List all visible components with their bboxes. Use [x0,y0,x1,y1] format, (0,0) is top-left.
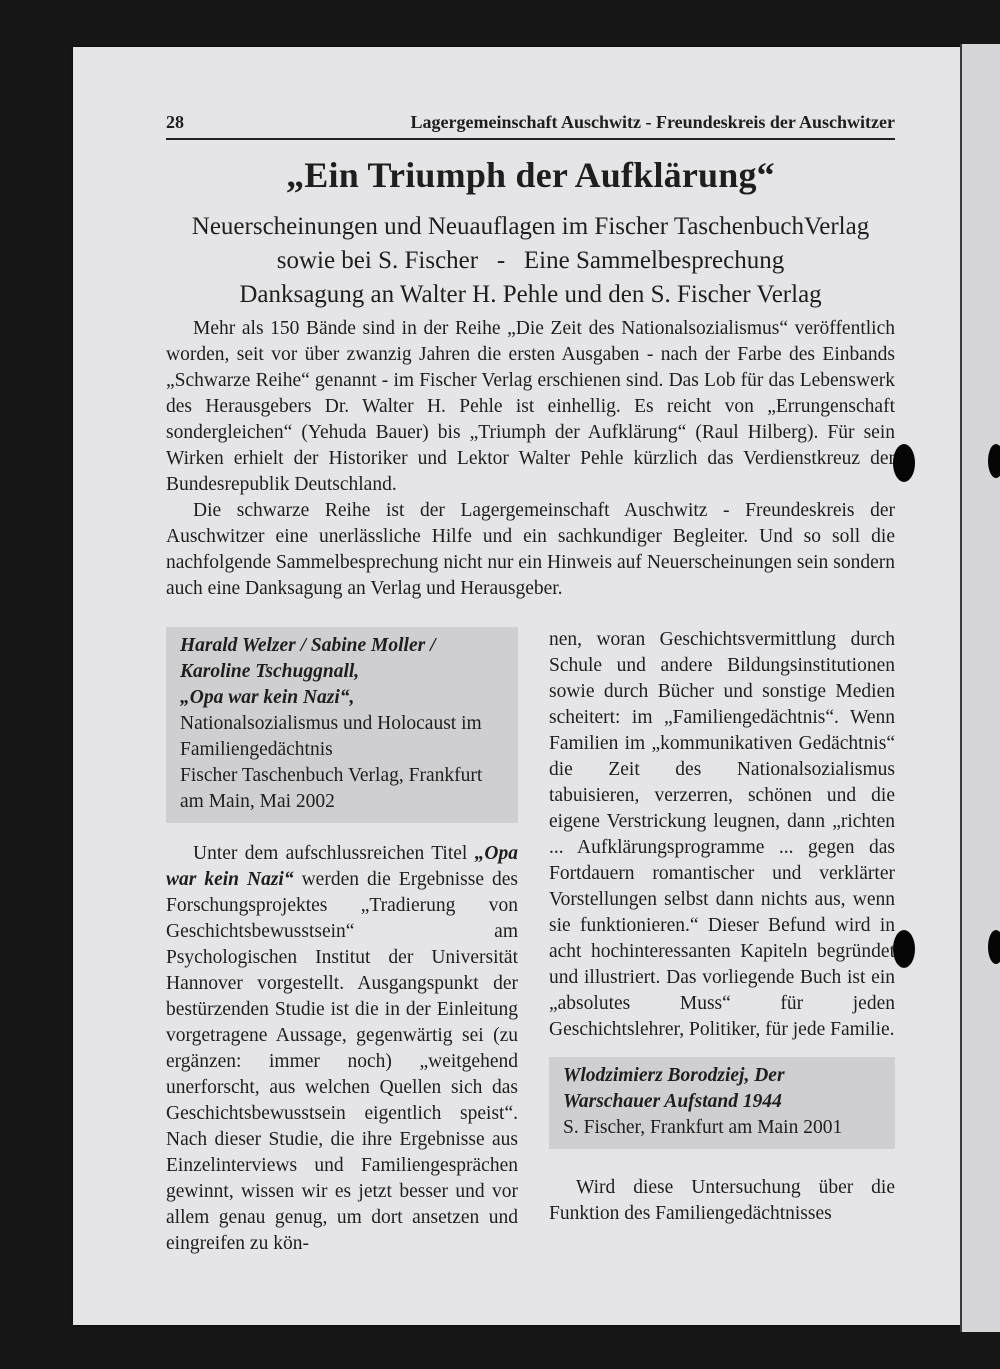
book-title: „Opa war kein Nazi“, [180,687,355,708]
left-column [166,627,518,1257]
article-subtitle [166,210,895,312]
review-continuation [549,627,895,1043]
article-title: „Ein Triumph der Aufklärung“ [286,155,775,195]
review-text [549,1175,895,1227]
right-column [549,627,895,1227]
review-title-ref: „Opa war kein Nazi“ [166,843,518,890]
review-text [166,841,518,1257]
intro-paragraph: Die schwarze Reihe ist der Lagergemeinschaft Auschwitz - Freundeskreis der Auschwitzer eine unerlässliche Hilfe und ein sachkundiger Begleiter. Und so soll die nachfolgende Sammelbesprechung nicht nur ein Hinweis auf Neuerscheinungen sein sondern auch eine Danksagung an Verlag und Herausgeber. [166,500,895,599]
book-subtitle: Nationalsozialismus und Holocaust im Familiengedächtnis [180,713,482,760]
subtitle-line: Neuerscheinungen und Neuauflagen im Fischer TaschenbuchVerlag [191,213,870,240]
binder-hole-lower [893,930,915,968]
book-publisher: Fischer Taschenbuch Verlag, Frankfurt am Main, Mai 2002 [180,765,483,812]
book-info-box [166,627,518,823]
review-body-part: werden die Ergebnisse des Forschungsprojektes „Tradierung von Geschichtsbewusstsein“ am Psychologischen Institut der Universität Hannover vorgestellt. Ausgangspunkt der bestürzenden Studie ist die in der Einleitung vorgetragene Aussage, gegenwärtig sei (zu ergänzen: immer noch) „weitgehend unerforscht, aus welchen Quellen sich das Geschichtsbewusstsein eigentlich speist“. Nach dieser Studie, die ihre Ergebnisse aus Einzelinterviews und Familiengesprächen gewinnt, wissen wir es jetzt besser und vor allem genau genug, um dort ansetzen und eingreifen zu kön- [166,869,518,1254]
binder-hole-right-upper [988,444,1000,478]
binder-hole-right-lower [988,930,1000,964]
intro-text [166,316,895,602]
adjacent-page-edge [960,44,1000,1332]
book-authors: Harald Welzer / Sabine Moller / Karoline Tschuggnall, [180,635,436,682]
review-lead: Unter dem aufschlussreichen Titel [193,843,475,864]
subtitle-line: Danksagung an Walter H. Pehle und den S. Fischer Verlag [239,281,822,308]
running-title: Lagergemeinschaft Auschwitz - Freundeskreis der Auschwitzer [410,112,895,132]
review-paragraph [166,841,518,1257]
book-authors-title: Wlodzimierz Borodziej, Der Warschauer Aufstand 1944 [563,1065,785,1112]
page-number: 28 [166,112,184,132]
review-paragraph: Wird diese Untersuchung über die Funktion des Familiengedächtnisses [549,1177,895,1224]
running-header [166,112,895,140]
book-publisher: S. Fischer, Frankfurt am Main 2001 [563,1117,843,1138]
book-info-box [549,1057,895,1149]
subtitle-line: sowie bei S. Fischer - Eine Sammelbesprechung [276,247,785,274]
intro-paragraph: Mehr als 150 Bände sind in der Reihe „Die Zeit des Nationalsozialismus“ veröffentlich worden, seit vor über zwanzig Jahren die ersten Ausgaben - nach der Farbe des Einbands „Schwarze Reihe“ genannt - im Fischer Verlag erschienen sind. Das Lob für das Lebenswerk des Herausgebers Dr. Walter H. Pehle ist einhellig. Es reicht von „Errungenschaft sondergleichen“ (Yehuda Bauer) bis „Triumph der Aufklärung“ (Raul Hilberg). Für sein Wirken erhielt der Historiker und Lektor Walter Pehle kürzlich das Verdienstkreuz der Bundesrepublik Deutschland. [166,318,895,495]
binder-hole-upper [893,444,915,482]
review-paragraph: nen, woran Geschichtsvermittlung durch Schule und andere Bildungsinstitutionen sowie durch Bücher und sonstige Medien scheitert: im „Familiengedächtnis“. Wenn Familien im „kommunikativen Gedächtnis“ die Zeit des Nationalsozialismus tabuisieren, verzerren, schönen und die eigene Verstrickung leugnen, dann „richten ... Aufklärungsprogramme ... gegen das Fortdauern romantischer und verklärter Vorstellungen selbst dann nichts aus, wenn sie funktionieren.“ Dieser Befund wird in acht hochinteressanten Kapiteln begründet und illustriert. Das vorliegende Buch ist ein „absolutes Muss“ für jeden Geschichtslehrer, Politiker, für jede Familie. [549,629,895,1040]
